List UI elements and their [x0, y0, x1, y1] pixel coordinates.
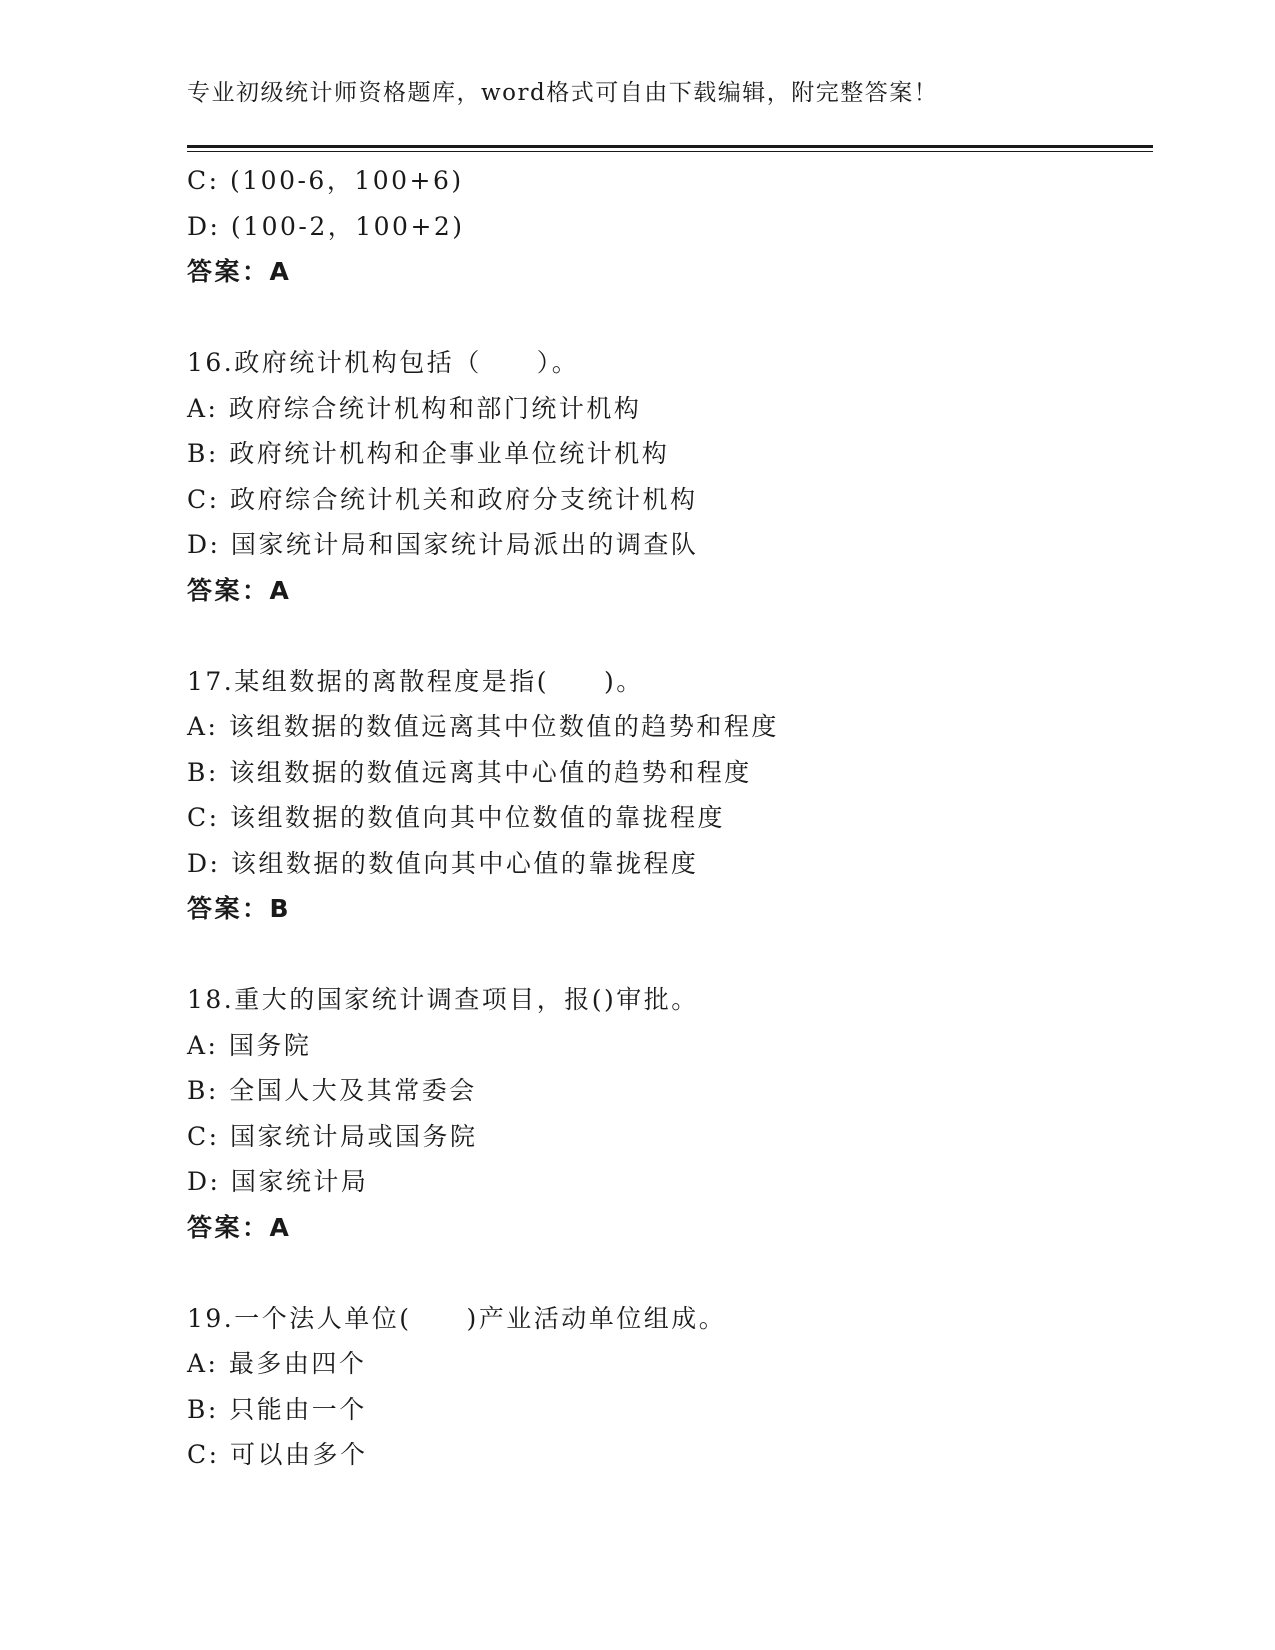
spacer — [187, 932, 1153, 978]
option-a: A: 政府综合统计机构和部门统计机构 — [187, 393, 642, 423]
spacer — [187, 1250, 1153, 1296]
spacer — [187, 295, 1153, 341]
question-19 — [187, 1296, 1153, 1478]
option-c: C: 可以由多个 — [187, 1440, 368, 1469]
question-stem: 18.重大的国家统计调查项目，报()审批。 — [187, 985, 699, 1014]
question-stem: 16.政府统计机构包括（ ）。 — [187, 348, 580, 377]
option-b: B: 只能由一个 — [187, 1394, 367, 1424]
header-title: 专业初级统计师资格题库，word格式可自由下载编辑，附完整答案！ — [187, 80, 939, 106]
option-d: D: 国家统计局 — [187, 1167, 369, 1196]
answer-line: 答案：A — [187, 257, 292, 286]
question-stem: 17.某组数据的离散程度是指( )。 — [187, 666, 644, 696]
question-content — [187, 158, 1153, 1478]
spacer — [187, 613, 1153, 659]
question-18 — [187, 977, 1153, 1250]
option-b: B: 该组数据的数值远离其中心值的趋势和程度 — [187, 757, 752, 787]
answer-line: 答案：A — [187, 1212, 292, 1242]
answer-line: 答案：B — [187, 894, 292, 923]
header-divider-thick — [187, 145, 1153, 148]
prev-question-tail — [187, 158, 1153, 295]
answer-line: 答案：A — [187, 575, 292, 605]
option-b: B: 全国人大及其常委会 — [187, 1076, 477, 1105]
option-b: B: 政府统计机构和企事业单位统计机构 — [187, 439, 670, 468]
option-d: D: (100-2，100+2) — [187, 211, 465, 241]
option-a: A: 该组数据的数值远离其中位数值的趋势和程度 — [187, 712, 779, 741]
header-divider-thin — [187, 151, 1153, 152]
option-c: C: 政府综合统计机关和政府分支统计机构 — [187, 484, 698, 514]
question-16 — [187, 340, 1153, 613]
question-stem: 19.一个法人单位( )产业活动单位组成。 — [187, 1303, 727, 1333]
option-c: C: (100-6，100+6) — [187, 166, 464, 195]
option-c: C: 该组数据的数值向其中位数值的靠拢程度 — [187, 803, 725, 832]
question-17 — [187, 659, 1153, 932]
option-c: C: 国家统计局或国务院 — [187, 1121, 478, 1151]
option-d: D: 该组数据的数值向其中心值的靠拢程度 — [187, 848, 699, 878]
option-a: A: 最多由四个 — [187, 1349, 367, 1378]
option-a: A: 国务院 — [187, 1030, 312, 1060]
option-d: D: 国家统计局和国家统计局派出的调查队 — [187, 530, 699, 559]
